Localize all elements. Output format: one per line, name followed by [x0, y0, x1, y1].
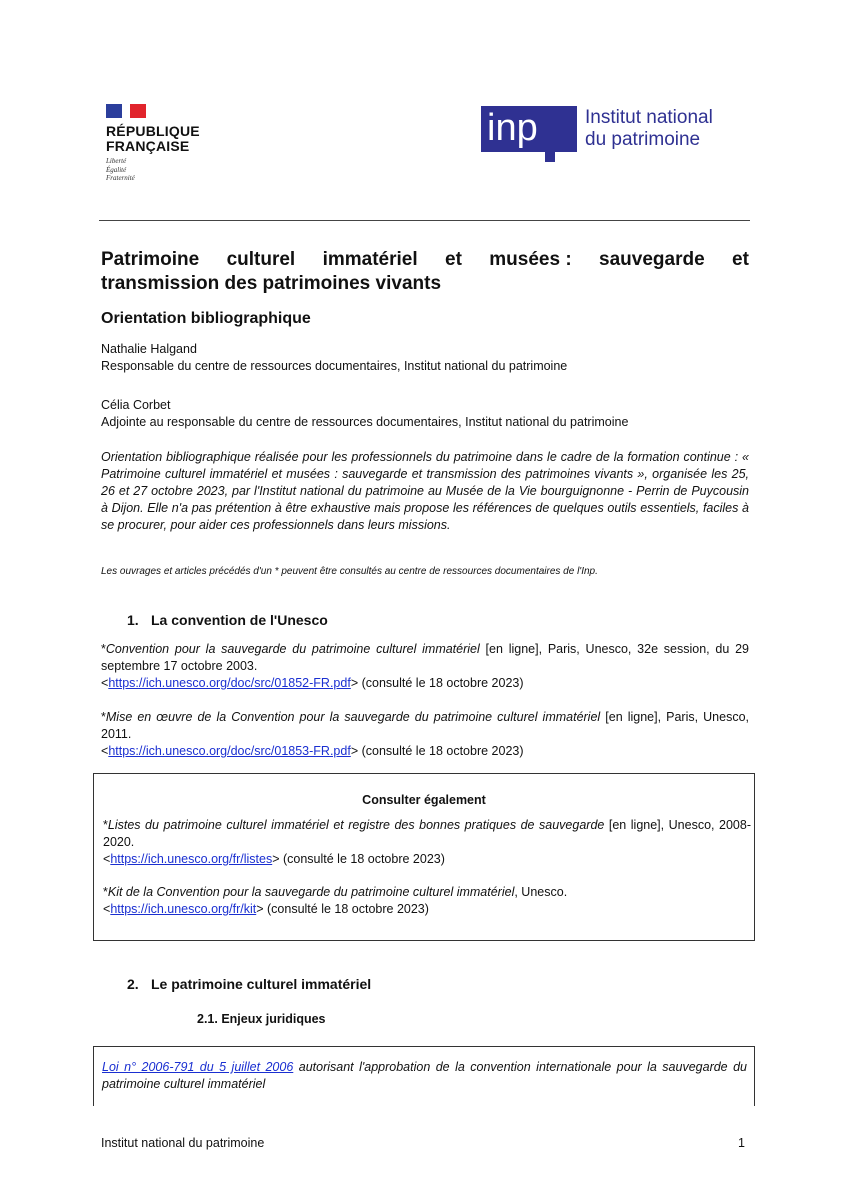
footer-institution: Institut national du patrimoine: [101, 1136, 265, 1150]
rf-name: RÉPUBLIQUE FRANÇAISE: [106, 123, 200, 154]
author-name: Célia Corbet: [101, 398, 171, 412]
reference-link[interactable]: https://ich.unesco.org/fr/listes: [110, 852, 273, 866]
reference-entry: *Listes du patrimoine culturel immatériel et registre des bonnes pratiques de sauvegarde [en ligne], Unesco, 2008-2020. <https://ich.unesco.org/fr/listes> (consulté le 18 octobre 2023): [103, 818, 751, 866]
header-divider: [99, 220, 750, 221]
inp-logo: [481, 106, 713, 152]
republique-francaise-logo: [106, 104, 226, 183]
author-role: Adjointe au responsable du centre de ressources documentaires, Institut national du patrimoine: [101, 415, 629, 429]
reference-link[interactable]: https://ich.unesco.org/doc/src/01853-FR.pdf: [108, 744, 351, 758]
law-link[interactable]: Loi n° 2006-791 du 5 juillet 2006: [102, 1060, 294, 1074]
see-also-title: Consulter également: [362, 793, 486, 807]
document-subtitle: Orientation bibliographique: [101, 310, 311, 327]
section-heading-2: 2. Le patrimoine culturel immatériel: [127, 976, 372, 992]
reference-link[interactable]: https://ich.unesco.org/fr/kit: [110, 902, 257, 916]
rf-motto: Liberté Égalité Fraternité: [106, 157, 135, 182]
subsection-heading: 2.1. Enjeux juridiques: [197, 1012, 326, 1026]
section-heading-1: 1. La convention de l'Unesco: [127, 612, 328, 628]
page-number: 1: [738, 1136, 745, 1150]
inp-logo-mark: inp: [481, 106, 577, 152]
law-entry: Loi n° 2006-791 du 5 juillet 2006 autorisant l'approbation de la convention internationale pour la sauvegarde du patrimoine culturel immatériel: [102, 1060, 747, 1091]
law-box: [93, 1046, 755, 1106]
author-block: [101, 397, 751, 431]
reference-entry: *Mise en œuvre de la Convention pour la sauvegarde du patrimoine culturel immatériel [en ligne], Paris, Unesco, 2011. <https://ich.unesco.org/doc/src/01853-FR.pdf> (consulté le 18 octobre 2023): [101, 710, 749, 758]
marianne-flag-icon: [106, 104, 146, 118]
reference-link[interactable]: https://ich.unesco.org/doc/src/01852-FR.pdf: [108, 676, 351, 690]
author-name: Nathalie Halgand: [101, 342, 197, 356]
reference-entry: *Convention pour la sauvegarde du patrimoine culturel immatériel [en ligne], Paris, Unesco, 32e session, du 29 septembre 17 octobre 2003. <https://ich.unesco.org/doc/src/01852-FR.pdf> (consulté le 18 octobre 2023): [101, 642, 749, 690]
see-also-box: [93, 773, 755, 941]
author-role: Responsable du centre de ressources documentaires, Institut national du patrimoine: [101, 359, 568, 373]
inp-logo-text: Institut national du patrimoine: [585, 107, 713, 150]
intro-paragraph: Orientation bibliographique réalisée pour les professionnels du patrimoine dans le cadre de la formation continue : « Patrimoine culturel immatériel et musées : sauvegarde et transmission des patrimoines vivants », organisée les 25, 26 et 27 octobre 2023, par l'Institut national du patrimoine au Musée de la Vie bourguignonne - Perrin de Puycousin à Dijon. Elle n'a pas prétention à être exhaustive mais propose les références de quelques outils essentiels, faciles à se procurer, pour aider ces professionnels dans leurs missions.: [101, 450, 749, 532]
reference-entry: *Kit de la Convention pour la sauvegarde du patrimoine culturel immatériel, Unesco. <https://ich.unesco.org/fr/kit> (consulté le 18 octobre 2023): [103, 885, 568, 916]
author-block: [101, 341, 751, 375]
availability-note: Les ouvrages et articles précédés d'un * peuvent être consultés au centre de ressources documentaires de l'Inp.: [101, 566, 598, 577]
document-title: Patrimoine culturel immatériel et musées : sauvegarde et transmission des patrimoines vivants: [101, 249, 749, 294]
